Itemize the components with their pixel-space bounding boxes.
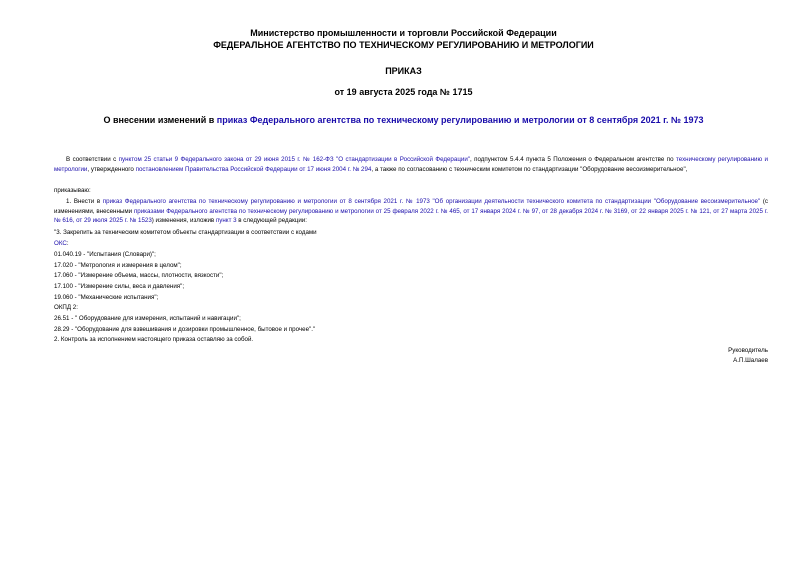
preamble-text-1: В соответствии с (66, 156, 119, 163)
oks-colon: : (66, 240, 69, 247)
item-2: 2. Контроль за исполнением настоящего приказа оставляю за собой. (54, 336, 254, 343)
title-prefix: О внесении изменений в (103, 115, 217, 125)
item-1-link-order[interactable]: приказ Федерального агентства по техническому регулированию и метрологии от 8 сентября 2021 г. № 1973 "Об организации деятельности технического комитета по стандартизации "Оборудование весоизмерительное" (102, 198, 761, 205)
document-date: от 19 августа 2025 года № 1715 (334, 87, 473, 97)
preamble-text-3: , утвержденного (87, 165, 136, 173)
ministry-name: Министерство промышленности и торговли Российской Федерации (250, 28, 557, 38)
item-1-link-amendments[interactable]: приказами Федерального агентства по техническому регулированию и метрологии от 25 февраля 2022 г. № 465, от 17 января 2024 г. № 97, от 28 декабря 2024 г. № 3169, от 22 января 2025 г. № 121, от 27 марта 2025 г. № 616, от 29 июля 2025 г. № 1523 (54, 207, 768, 225)
title-link[interactable]: приказ Федерального агентства по техническому регулированию и метрологии от 8 сентября 2021 г. № 1973 (216, 115, 704, 125)
item-1-paragraph (54, 197, 768, 226)
preamble-paragraph (54, 155, 768, 174)
oks-item: 17.100 - "Измерение силы, веса и давления"; (54, 283, 185, 290)
preamble-text-2: , подпунктом 5.4.4 пункта 5 Положения о Федеральном агентстве по (469, 156, 677, 163)
document-title (0, 115, 807, 126)
okpd-item: 26.51 - " Оборудование для измерения, испытаний и навигации"; (54, 315, 241, 322)
document-type: ПРИКАЗ (385, 66, 422, 76)
item-1-text-3: ) изменения, изложив (151, 217, 216, 225)
oks-item: 17.060 - "Измерение объема, массы, плотности, вязкости"; (54, 272, 224, 279)
oks-item: 01.040.19 - "Испытания (Словари)"; (54, 251, 156, 258)
agency-name: ФЕДЕРАЛЬНОЕ АГЕНТСТВО ПО ТЕХНИЧЕСКОМУ РЕГУЛИРОВАНИЮ И МЕТРОЛОГИИ (213, 40, 594, 50)
quote-intro: "3. Закрепить за техническим комитетом объекты стандартизации в соответствии с кодами (54, 229, 317, 236)
order-word: приказываю: (54, 187, 91, 194)
oks-heading (54, 239, 69, 249)
item-1-text-2: (с изменениями, внесенными (54, 198, 768, 215)
item-1-link-clause[interactable]: пункт 3 (215, 217, 237, 225)
okpd-heading: ОКПД 2: (54, 304, 78, 311)
oks-item: 17.020 - "Метрология и измерения в целом"; (54, 262, 182, 269)
oks-item: 19.060 - "Механические испытания"; (54, 294, 159, 301)
item-1-text-4: в следующей редакции: (236, 217, 307, 225)
signature-name: А.П.Шалаев (733, 357, 768, 364)
item-1-text-1: 1. Внести в (66, 198, 103, 205)
preamble-link-decree[interactable]: постановлением Правительства Российской Федерации от 17 июня 2004 г. № 294 (135, 165, 372, 173)
preamble-text-4: , а также по согласованию с техническим комитетом по стандартизации "Оборудование весоизмерительное", (371, 165, 688, 173)
preamble-link-agency[interactable]: техническому регулированию и метрологии (54, 156, 768, 173)
okpd-item: 28.29 - "Оборудование для взвешивания и дозировки промышленное, бытовое и прочее"." (54, 326, 316, 333)
preamble-link-law[interactable]: пунктом 25 статьи 9 Федерального закона от 29 июня 2015 г. № 162-ФЗ "О стандартизации в Российской Федерации" (118, 156, 470, 163)
oks-link[interactable]: ОКС (54, 240, 67, 247)
signature-role: Руководитель (728, 347, 768, 354)
